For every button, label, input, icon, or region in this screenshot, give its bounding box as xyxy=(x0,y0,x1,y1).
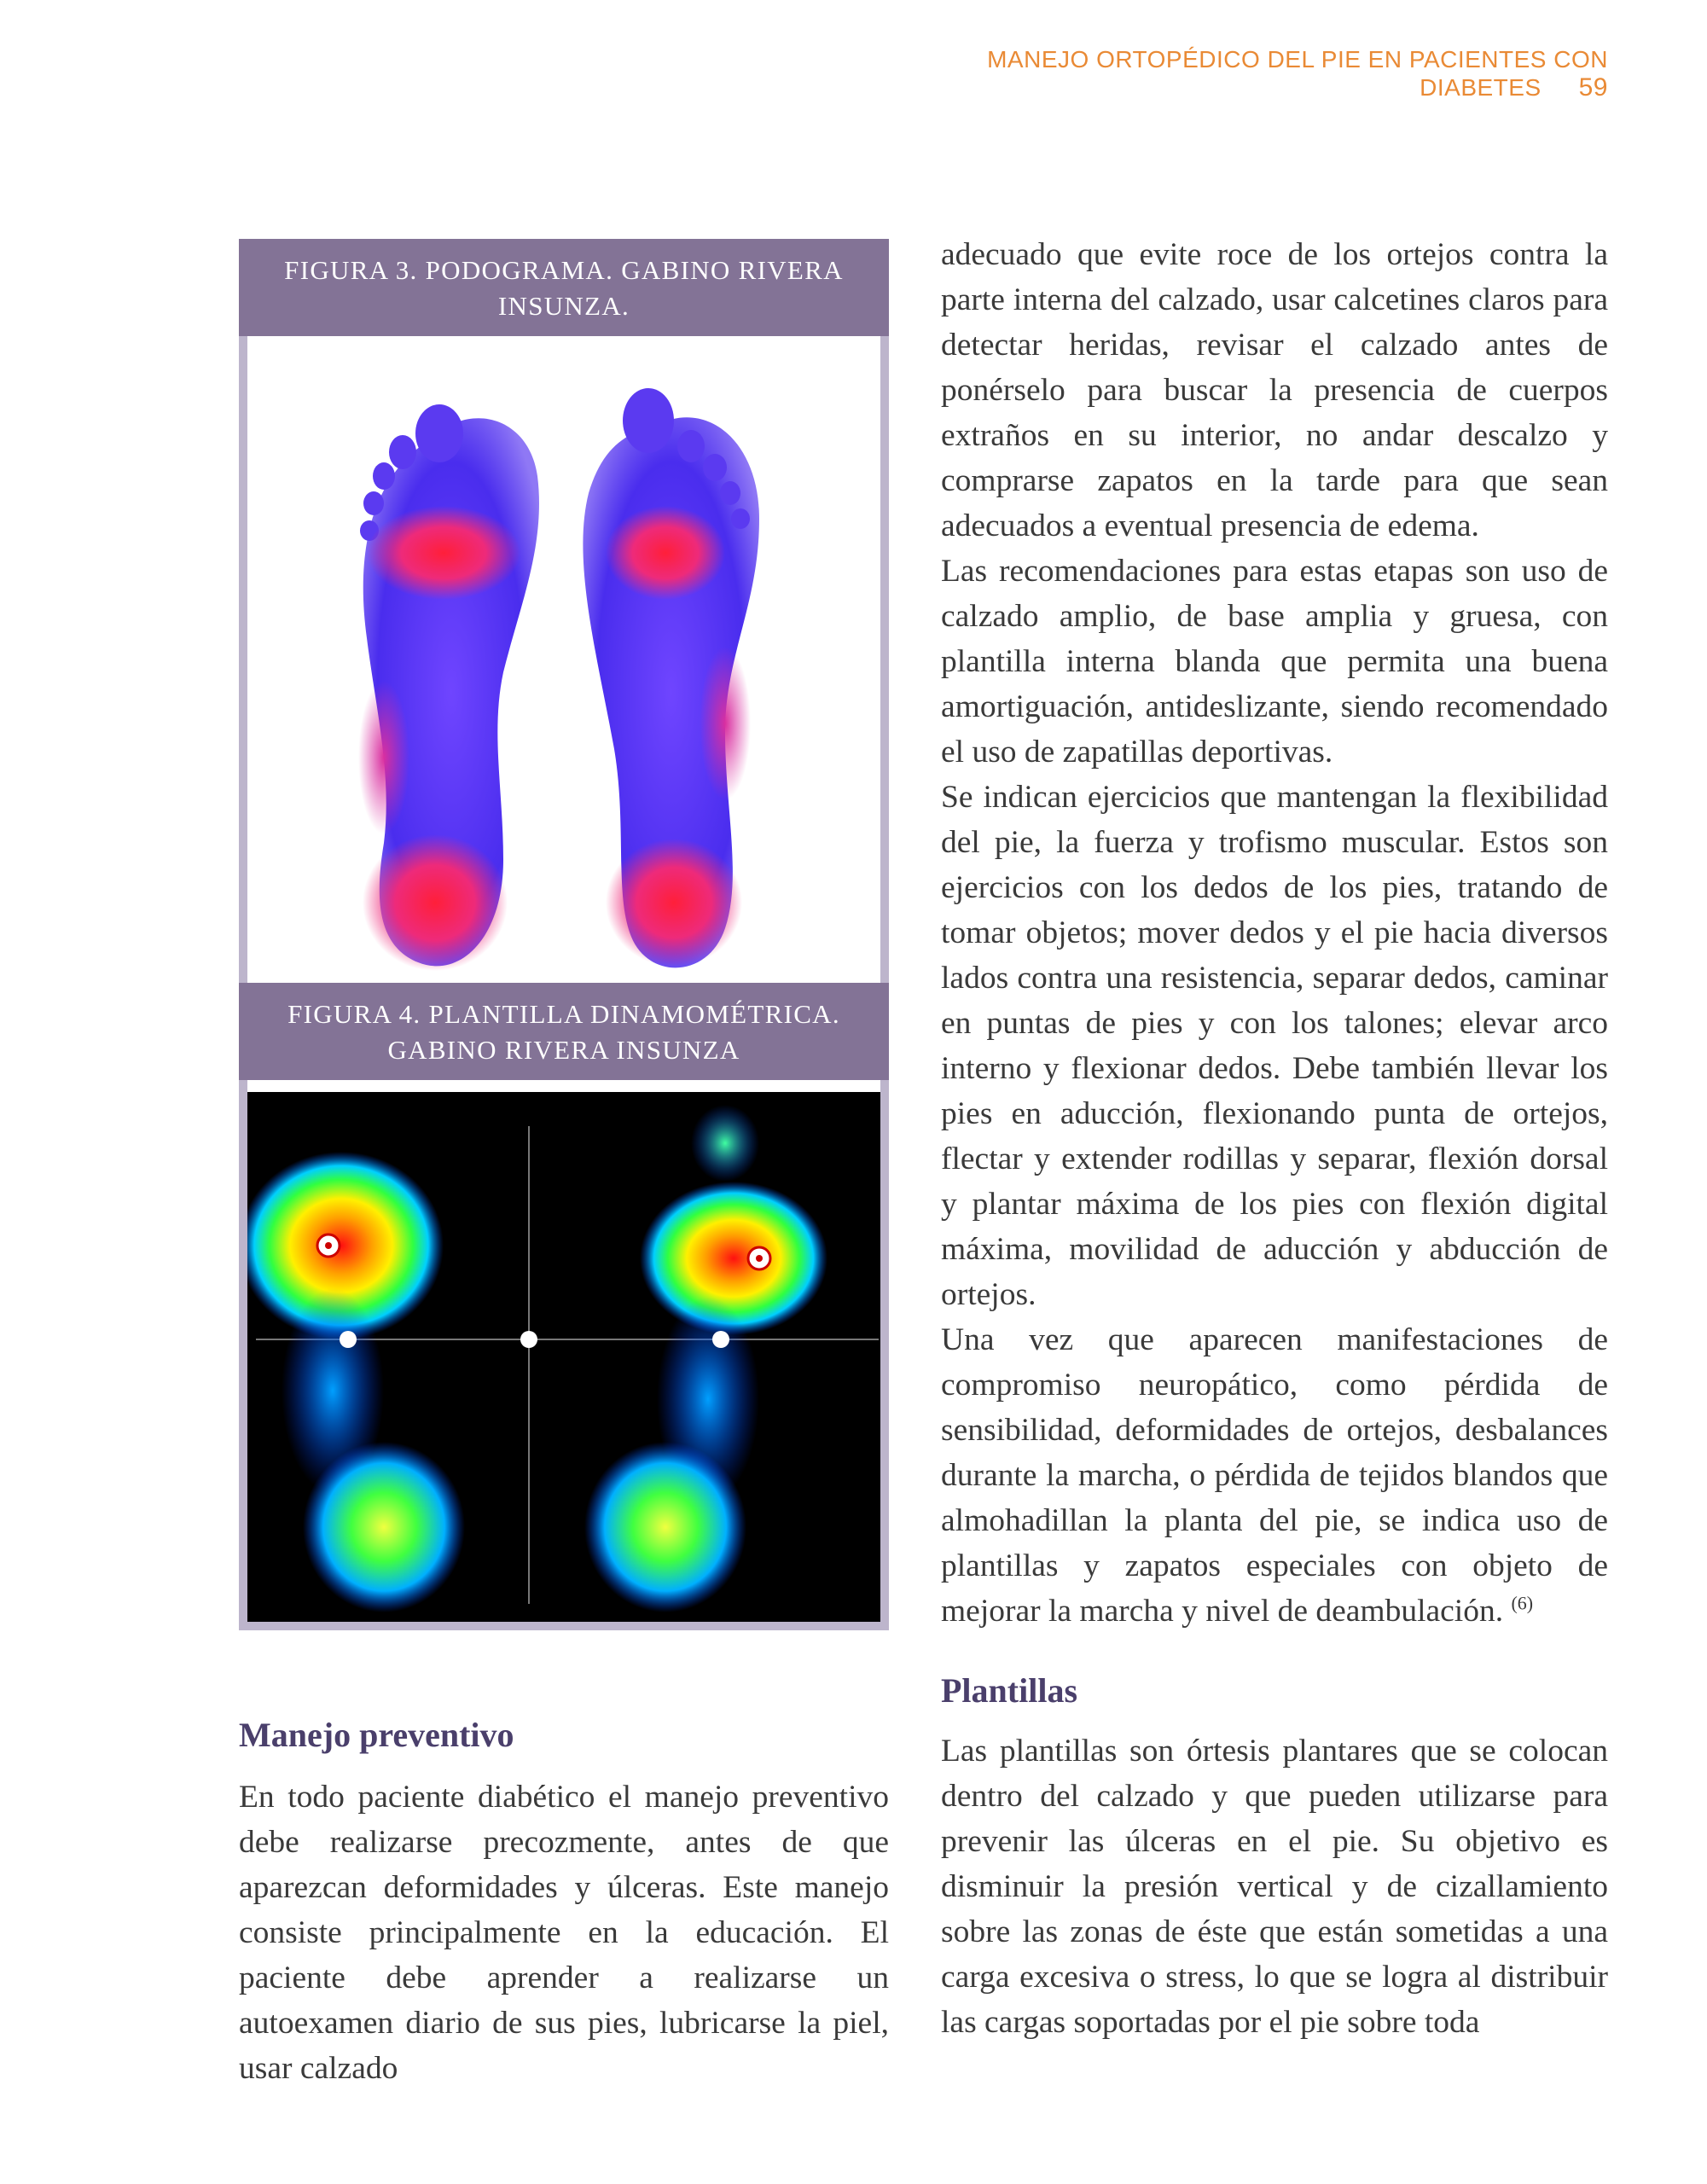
left-foot-pressure xyxy=(247,1152,465,1612)
right-paragraph-1: adecuado que evite roce de los ortejos contra la parte interna del calzado, usar calcetines claros para detectar heridas, revisar el calzado antes de ponérselo para buscar la presencia de cuerpos extraños en su interior, no andar descalzo y comprarse zapatos en la tarde para que sean adecuados a eventual presencia de edema. xyxy=(941,237,1608,543)
running-head xyxy=(853,46,1608,102)
plantillas-paragraph: Las plantillas son órtesis plantares que se colocan dentro del calzado y que pueden utilizarse para prevenir las úlceras en el pie. Su objetivo es disminuir la presión vertical y de cizallamiento sobre las zonas de éste que están sometidas a una carga excesiva o stress, lo que se logra al distribuir las cargas soportadas por el pie sobre toda xyxy=(941,1734,1608,2040)
pressure-map xyxy=(247,1092,880,1622)
right-column-body xyxy=(941,232,1608,1634)
left-paragraph: En todo paciente diabético el manejo preventivo debe realizarse precozmente, antes de que aparezcan deformidades y úlceras. Este manejo consiste principalmente en la educación. El paciente debe aprender a realizarse un autoexamen diario de sus pies, lubricarse la piel, usar calzado xyxy=(239,1780,889,2086)
plantillas-body xyxy=(941,1728,1608,2045)
figure-3-caption-line-2: INSUNZA. xyxy=(497,291,630,321)
left-foot-podogram xyxy=(358,404,539,971)
podogram-footprints xyxy=(247,348,880,983)
citation-6: (6) xyxy=(1511,1592,1534,1614)
figure-4 xyxy=(239,983,889,1630)
figure-3 xyxy=(239,239,889,983)
figure-3-caption-line-1: FIGURA 3. PODOGRAMA. GABINO RIVERA xyxy=(284,255,844,285)
left-cop-dot xyxy=(340,1331,357,1348)
center-cop-dot xyxy=(520,1331,537,1348)
right-paragraph-4-text: Una vez que aparecen manifestaciones de compromiso neuropático, como pérdida de sensibilidad, deformidades de ortejos, desbalances durante la marcha, o pérdida de tejidos blandos que almohadillan la planta del pie, se indica uso de plantillas y zapatos especiales con objeto de mejorar la marcha y nivel de deambulación. xyxy=(941,1322,1608,1629)
left-column-body xyxy=(239,1774,889,2091)
pressure-map-image xyxy=(247,1092,880,1622)
right-foot-pressure xyxy=(584,1105,827,1612)
right-paragraph-3: Se indican ejercicios que mantengan la flexibilidad del pie, la fuerza y trofismo muscular. Estos son ejercicios con los dedos de los pies, tratando de tomar objetos; mover dedos y el pie hacia diversos lados contra una resistencia, separar dedos, caminar en puntas de pies y con los talones; elevar arco interno y flexionar dedos. Debe también llevar los pies en aducción, flexionando punta de ortejos, flectar y extender rodillas y separar, flexión dorsal y plantar máxima de los pies con flexión digital máxima, movilidad de aducción y abducción de ortejos. xyxy=(941,780,1608,1312)
heading-plantillas: Plantillas xyxy=(941,1671,1078,1710)
right-cop-dot xyxy=(712,1331,729,1348)
heading-manejo-preventivo: Manejo preventivo xyxy=(239,1716,514,1754)
running-title: MANEJO ORTOPÉDICO DEL PIE EN PACIENTES CON DIABETES xyxy=(987,46,1608,101)
figure-4-caption-line-2: GABINO RIVERA INSUNZA xyxy=(387,1035,740,1065)
figure-4-caption xyxy=(239,983,889,1080)
podogram-image xyxy=(247,348,880,983)
page-number: 59 xyxy=(1578,73,1608,102)
figure-4-caption-line-1: FIGURA 4. PLANTILLA DINAMOMÉTRICA. xyxy=(287,999,840,1029)
figure-3-caption xyxy=(239,239,889,336)
right-paragraph-4 xyxy=(941,1317,1608,1634)
right-paragraph-2: Las recomendaciones para estas etapas son uso de calzado amplio, de base amplia y gruesa, con plantilla interna blanda que permita una buena amortiguación, antideslizante, siendo recomendado el uso de zapatillas deportivas. xyxy=(941,554,1608,770)
right-foot-podogram xyxy=(583,388,759,967)
